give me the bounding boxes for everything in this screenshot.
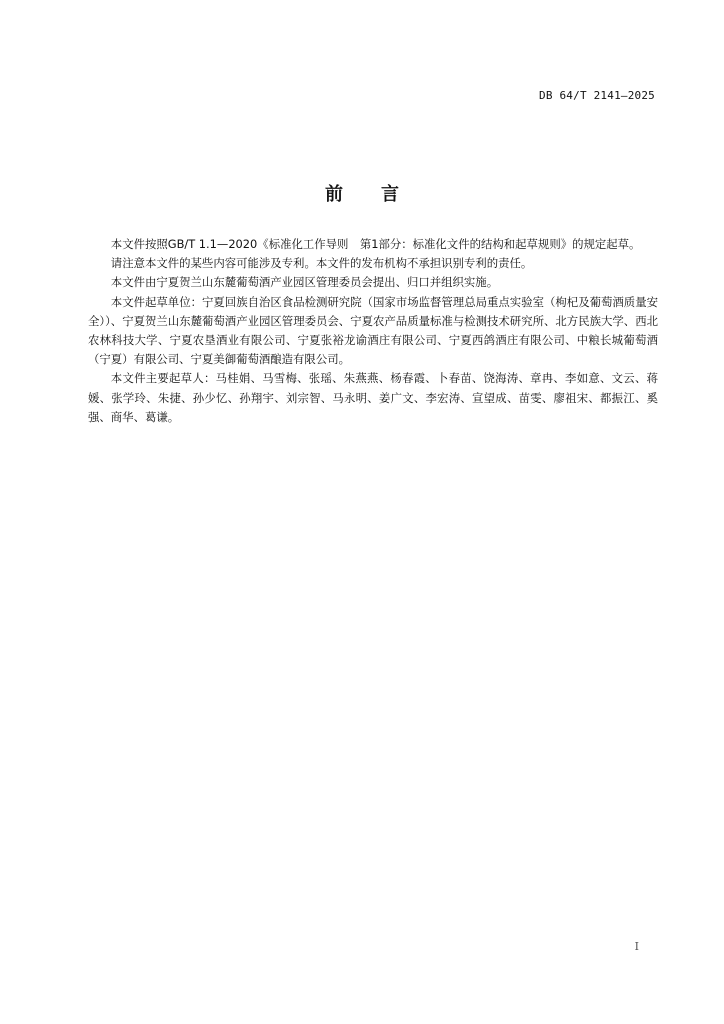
paragraph-drafting-units: 本文件起草单位：宁夏回族自治区食品检测研究院（国家市场监督管理总局重点实验室（枸杞及葡萄酒质量安全））、宁夏贺兰山东麓葡萄酒产业园区管理委员会、宁夏农产品质量标准与检测技术研究所、北方民族大学、西北农林科技大学、宁夏农垦酒业有限公司、宁夏张裕龙谕酒庄有限公司、宁夏西鸽酒庄有限公司、中粮长城葡萄酒（宁夏）有限公司、宁夏美御葡萄酒酿造有限公司。 xyxy=(88,294,658,367)
paragraph-drafting-rules: 本文件按照GB/T 1.1—2020《标准化工作导则 第1部分：标准化文件的结构和起草规则》的规定起草。 xyxy=(110,237,641,251)
paragraph-patent-notice: 请注意本文件的某些内容可能涉及专利。本文件的发布机构不承担识别专利的责任。 xyxy=(110,256,533,271)
page-title: 前言 xyxy=(325,184,437,205)
paragraph-proposer: 本文件由宁夏贺兰山东麓葡萄酒产业园区管理委员会提出、归口并组织实施。 xyxy=(110,275,499,290)
page-number: I xyxy=(634,940,639,953)
standard-number: DB 64/T 2141—2025 xyxy=(539,89,655,102)
document-body xyxy=(88,235,658,427)
paragraph-drafters: 本文件主要起草人：马桂娟、马雪梅、张瑶、朱燕燕、杨春霞、卜春苗、饶海涛、章冉、李如意、文云、蒋媛、张学玲、朱捷、孙少忆、孙翔宇、刘宗智、马永明、姜广文、李宏涛、宣望成、苗雯、廖祖宋、都振江、奚强、商华、葛谦。 xyxy=(88,371,658,424)
